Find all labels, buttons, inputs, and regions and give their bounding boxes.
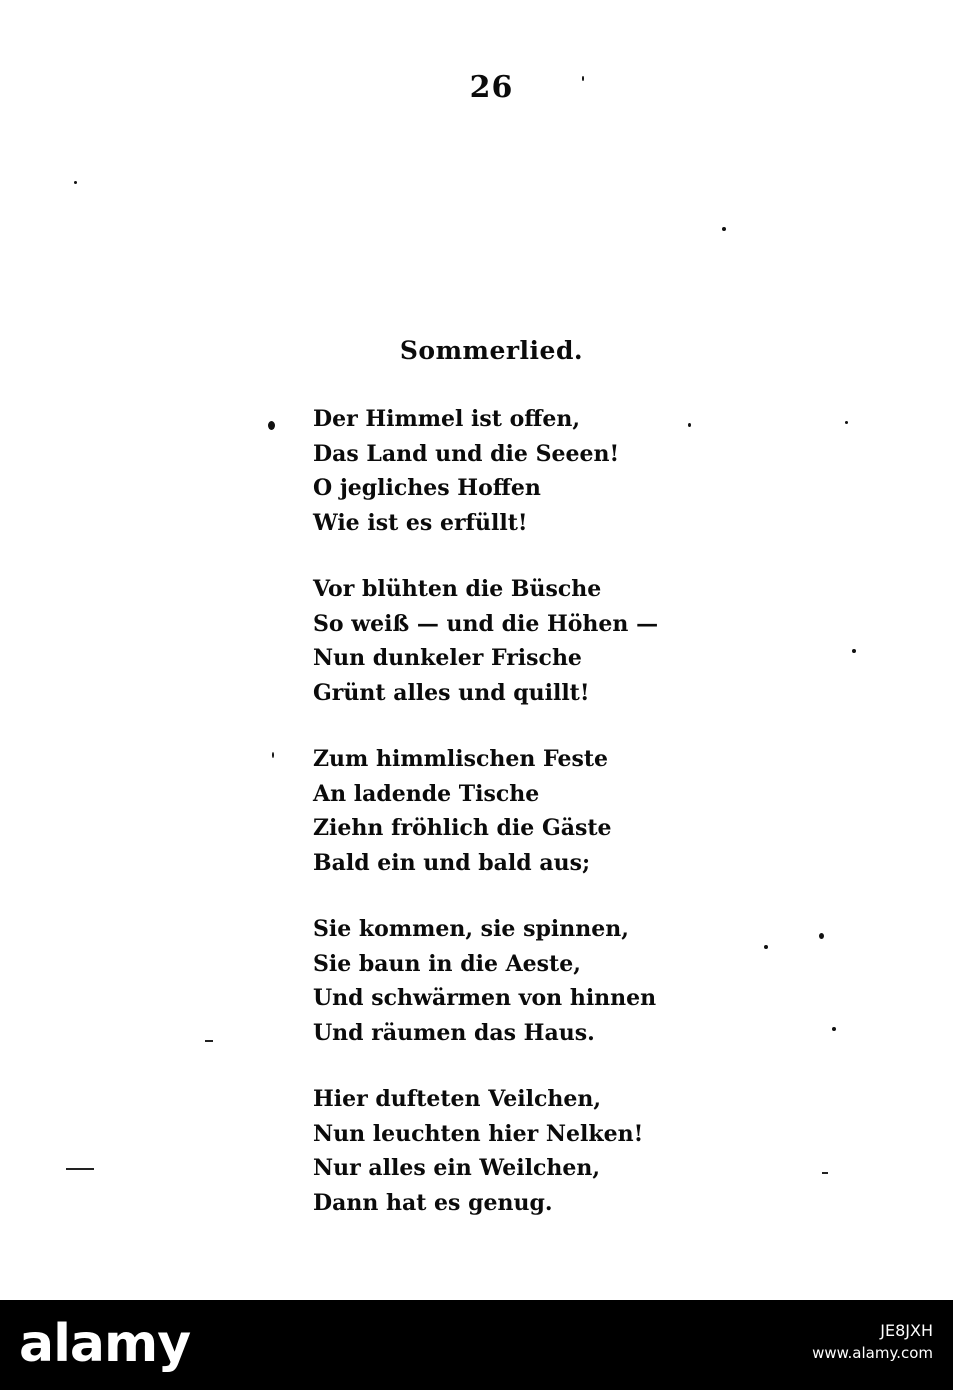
poem-line: Und räumen das Haus. bbox=[313, 1019, 595, 1046]
poem-line: Nur alles ein Weilchen, bbox=[313, 1155, 601, 1181]
scan-dash bbox=[822, 1172, 828, 1174]
scan-speck bbox=[852, 649, 856, 653]
image-id: JE8JXH bbox=[880, 1321, 933, 1340]
scan-speck bbox=[722, 227, 726, 231]
watermark-footer bbox=[0, 1300, 953, 1390]
poem-line: An ladende Tische bbox=[313, 780, 540, 807]
poem-line: Grünt alles und quillt! bbox=[313, 679, 590, 706]
poem-line: Hier dufteten Veilchen, bbox=[313, 1086, 602, 1112]
scan-speck bbox=[764, 945, 768, 949]
footer-url: www.alamy.com bbox=[812, 1344, 933, 1362]
poem-line: Der Himmel ist offen, bbox=[313, 406, 580, 432]
scan-speck bbox=[688, 423, 691, 427]
alamy-logo: alamy bbox=[19, 1314, 191, 1374]
stanza bbox=[313, 1082, 773, 1220]
stanza bbox=[313, 402, 773, 540]
poem-line: So weiß — und die Höhen — bbox=[313, 610, 659, 637]
stanza bbox=[313, 572, 773, 710]
scan-speck bbox=[74, 181, 77, 184]
scan-dash bbox=[66, 1168, 94, 1170]
scan-speck bbox=[268, 421, 275, 430]
poem-line: Ziehn fröhlich die Gäste bbox=[313, 815, 612, 841]
poem-line: Nun leuchten hier Nelken! bbox=[313, 1120, 644, 1147]
scan-speck bbox=[819, 933, 824, 939]
poem-line: Und schwärmen von hinnen bbox=[313, 985, 657, 1011]
stanza bbox=[313, 742, 773, 880]
scan-speck bbox=[582, 76, 584, 81]
poem-line: Sie baun in die Aeste, bbox=[313, 950, 581, 977]
poem-title: Sommerlied. bbox=[399, 336, 584, 365]
scan-speck bbox=[272, 752, 274, 758]
scan-speck bbox=[832, 1027, 836, 1031]
poem-line: Dann hat es genug. bbox=[313, 1189, 553, 1216]
poem-line: Sie kommen, sie spinnen, bbox=[313, 916, 629, 942]
stanza bbox=[313, 912, 773, 1050]
poem-body bbox=[313, 402, 773, 1252]
poem-line: Vor blühten die Büsche bbox=[313, 576, 602, 602]
page-number: 26 bbox=[469, 70, 514, 105]
image-id-label bbox=[812, 1320, 933, 1364]
poem-line: Zum himmlischen Feste bbox=[313, 746, 609, 772]
poem-line: Nun dunkeler Frische bbox=[313, 645, 582, 671]
poem-line: Wie ist es erfüllt! bbox=[313, 509, 528, 536]
scan-speck bbox=[845, 421, 848, 424]
scan-dash bbox=[205, 1040, 213, 1042]
poem-line: Bald ein und bald aus; bbox=[313, 849, 591, 876]
poem-line: Das Land und die Seeen! bbox=[313, 440, 620, 467]
poem-line: O jegliches Hoffen bbox=[313, 475, 541, 501]
